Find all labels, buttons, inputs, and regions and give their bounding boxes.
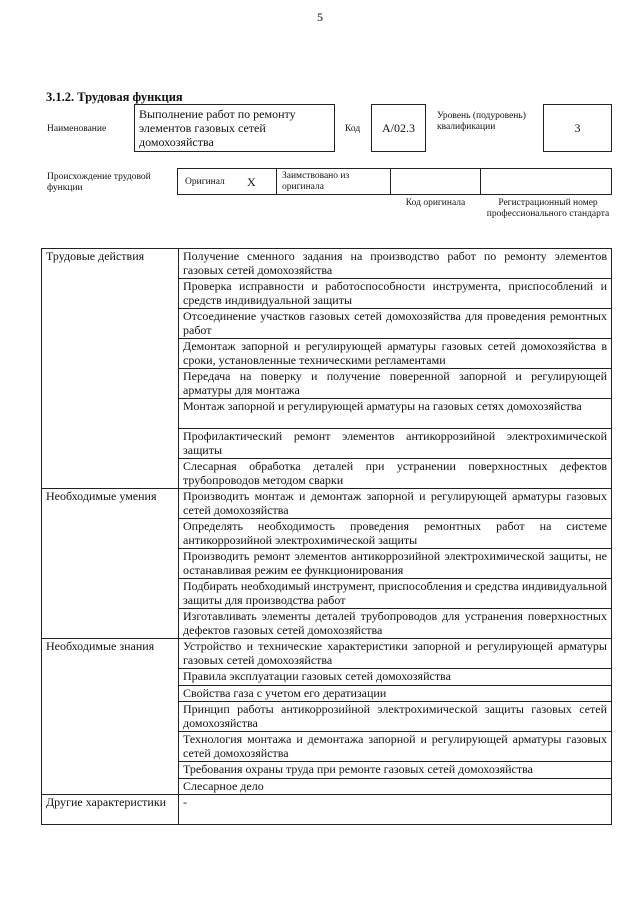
origin-label: Происхождение трудовой функции: [47, 172, 151, 193]
item-cell: Передача на поверку и получение поверенной запорной и регулирующей арматуры для монтажа: [179, 369, 612, 399]
page-number: 5: [317, 10, 323, 24]
item-cell: Свойства газа с учетом его дератизации: [179, 685, 612, 702]
item-cell: Получение сменного задания на производство работ по ремонту элементов газовых сетей домохозяйства: [179, 249, 612, 279]
name-label: Наименование: [47, 124, 107, 134]
borrowed-label: Заимствовано из оригинала: [282, 171, 350, 192]
item-cell: Производить монтаж и демонтаж запорной и регулирующей арматуры газовых сетей домохозяйства: [179, 489, 612, 519]
function-name-box: [134, 104, 335, 152]
reg-number-caption: Регистрационный номер профессионального стандарта: [486, 198, 610, 219]
code-box: [371, 104, 426, 152]
item-cell: Изготавливать элементы деталей трубопроводов для устранения поверхностных дефектов газовых сетей домохозяйства: [179, 609, 612, 639]
function-details-table: [41, 248, 612, 825]
item-cell: Определять необходимость проведения ремонтных работ на системе антикоррозийной электрохимической защиты: [179, 519, 612, 549]
function-name-value: Выполнение работ по ремонту элементов газовых сетей домохозяйства: [139, 107, 296, 149]
item-cell: Профилактический ремонт элементов антикоррозийной электрохимической защиты: [179, 429, 612, 459]
original-box: [177, 168, 277, 195]
level-label: Уровень (подуровень) квалификации: [437, 111, 526, 132]
code-original-caption: Код оригинала: [405, 198, 466, 208]
item-cell: Слесарное дело: [179, 778, 612, 795]
item-cell: Технология монтажа и демонтажа запорной и регулирующей арматуры газовых сетей домохозяйства: [179, 732, 612, 762]
item-cell: Требования охраны труда при ремонте газовых сетей домохозяйства: [179, 762, 612, 779]
category-cell: Другие характеристики: [42, 795, 179, 825]
level-box: [543, 104, 612, 152]
category-cell: Трудовые действия: [42, 249, 179, 489]
item-cell: Производить ремонт элементов антикоррозийной электрохимической защиты, не останавливая режим ее функционирования: [179, 549, 612, 579]
item-cell: Монтаж запорной и регулирующей арматуры на газовых сетях домохозяйства: [179, 399, 612, 429]
item-cell: Слесарная обработка деталей при устранении поверхностных дефектов трубопроводов методом сварки: [179, 459, 612, 489]
item-cell: Демонтаж запорной и регулирующей арматуры газовых сетей домохозяйства в сроки, установленные техническими регламентами: [179, 339, 612, 369]
code-value: А/02.3: [382, 121, 415, 135]
code-label: Код: [345, 124, 361, 134]
item-cell: Отсоединение участков газовых сетей домохозяйства для проведения ремонтных работ: [179, 309, 612, 339]
category-cell: Необходимые знания: [42, 639, 179, 795]
section-title: 3.1.2. Трудовая функция: [46, 90, 183, 104]
item-cell: Устройство и технические характеристики запорной и регулирующей арматуры газовых сетей домохозяйства: [179, 639, 612, 669]
level-value: 3: [574, 121, 581, 135]
reg-number-box: [480, 168, 612, 195]
item-cell: -: [179, 795, 612, 825]
original-label: Оригинал: [185, 177, 225, 187]
table-row: [42, 249, 612, 279]
table-row: [42, 489, 612, 519]
table-row: [42, 639, 612, 669]
code-original-box: [390, 168, 481, 195]
table-row: [42, 795, 612, 825]
item-cell: Правила эксплуатации газовых сетей домохозяйства: [179, 669, 612, 686]
item-cell: Принцип работы антикоррозийной электрохимической защиты газовых сетей домохозяйства: [179, 702, 612, 732]
item-cell: Проверка исправности и работоспособности инструмента, приспособлений и средств индивидуальной защиты: [179, 279, 612, 309]
original-mark: X: [247, 175, 256, 189]
category-cell: Необходимые умения: [42, 489, 179, 639]
item-cell: Подбирать необходимый инструмент, приспособления и средства индивидуальной защиты для производства работ: [179, 579, 612, 609]
borrowed-box: [276, 168, 391, 195]
